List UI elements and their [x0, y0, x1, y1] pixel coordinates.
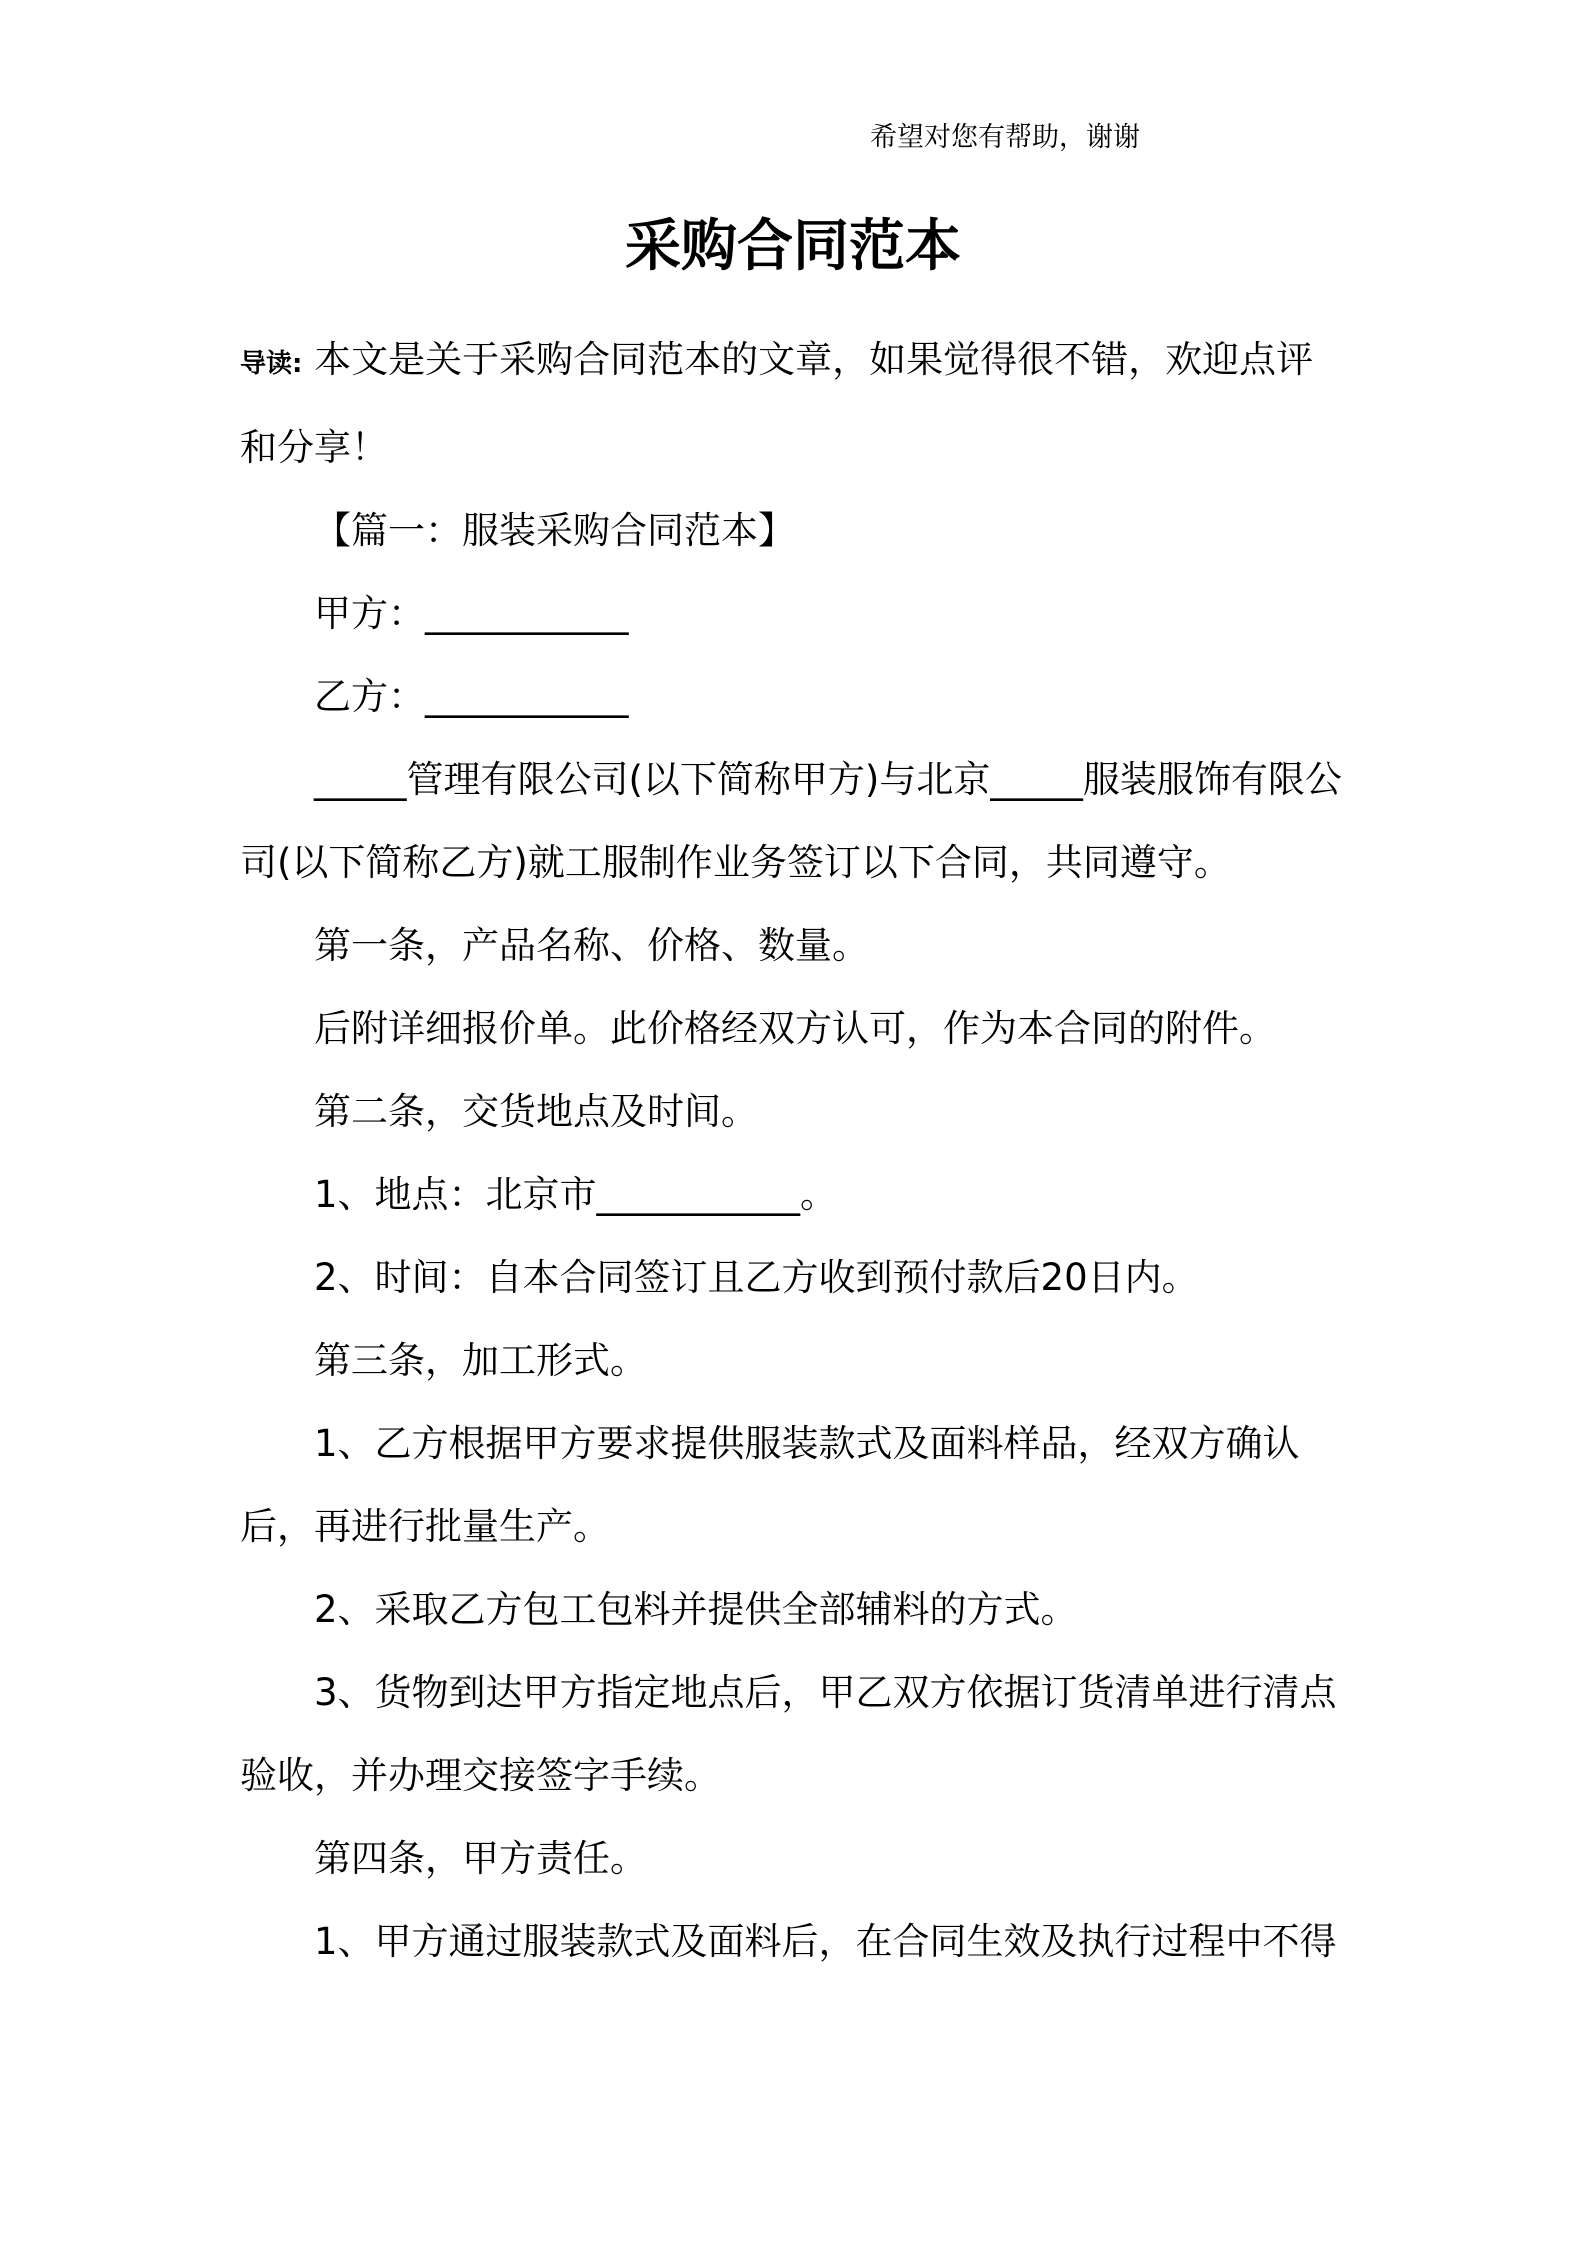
- party-a-line: 甲方：___________: [314, 592, 629, 635]
- article-3-heading: 第三条，加工形式。: [314, 1339, 647, 1382]
- document-body: [240, 318, 1350, 1983]
- article-4-heading: 第四条，甲方责任。: [314, 1837, 647, 1880]
- contract-paragraph: 1、甲方通过服装款式及面料后，在合同生效及执行过程中不得: [314, 1920, 1337, 1963]
- contract-paragraph: 1、地点：北京市___________。: [314, 1173, 838, 1216]
- contract-paragraph: 2、采取乙方包工包料并提供全部辅料的方式。: [314, 1588, 1078, 1631]
- header-note: 希望对您有帮助，谢谢: [870, 122, 1140, 153]
- contract-paragraph: 后附详细报价单。此价格经双方认可，作为本合同的附件。: [314, 1007, 1276, 1050]
- contract-paragraph: _____管理有限公司(以下简称甲方)与北京_____服装服饰有限公司(以下简称乙方)就工服制作业务签订以下合同，共同遵守。: [240, 758, 1342, 884]
- document-title: 采购合同范本: [625, 214, 961, 279]
- contract-paragraph: 2、时间：自本合同签订且乙方收到预付款后20日内。: [314, 1256, 1199, 1299]
- article-1-heading: 第一条，产品名称、价格、数量。: [314, 924, 869, 967]
- contract-paragraph: 3、货物到达甲方指定地点后，甲乙双方依据订货清单进行清点验收，并办理交接签字手续。: [240, 1671, 1337, 1797]
- contract-paragraph: 1、乙方根据甲方要求提供服装款式及面料样品，经双方确认后，再进行批量生产。: [240, 1422, 1300, 1548]
- article-2-heading: 第二条，交货地点及时间。: [314, 1090, 758, 1133]
- party-b-line: 乙方：___________: [314, 675, 629, 718]
- lead-label: 导读:: [240, 349, 303, 379]
- section-heading: 【篇一：服装采购合同范本】: [314, 509, 795, 552]
- lead-paragraph: [240, 318, 1350, 489]
- lead-text: 本文是关于采购合同范本的文章，如果觉得很不错，欢迎点评和分享！: [240, 338, 1314, 469]
